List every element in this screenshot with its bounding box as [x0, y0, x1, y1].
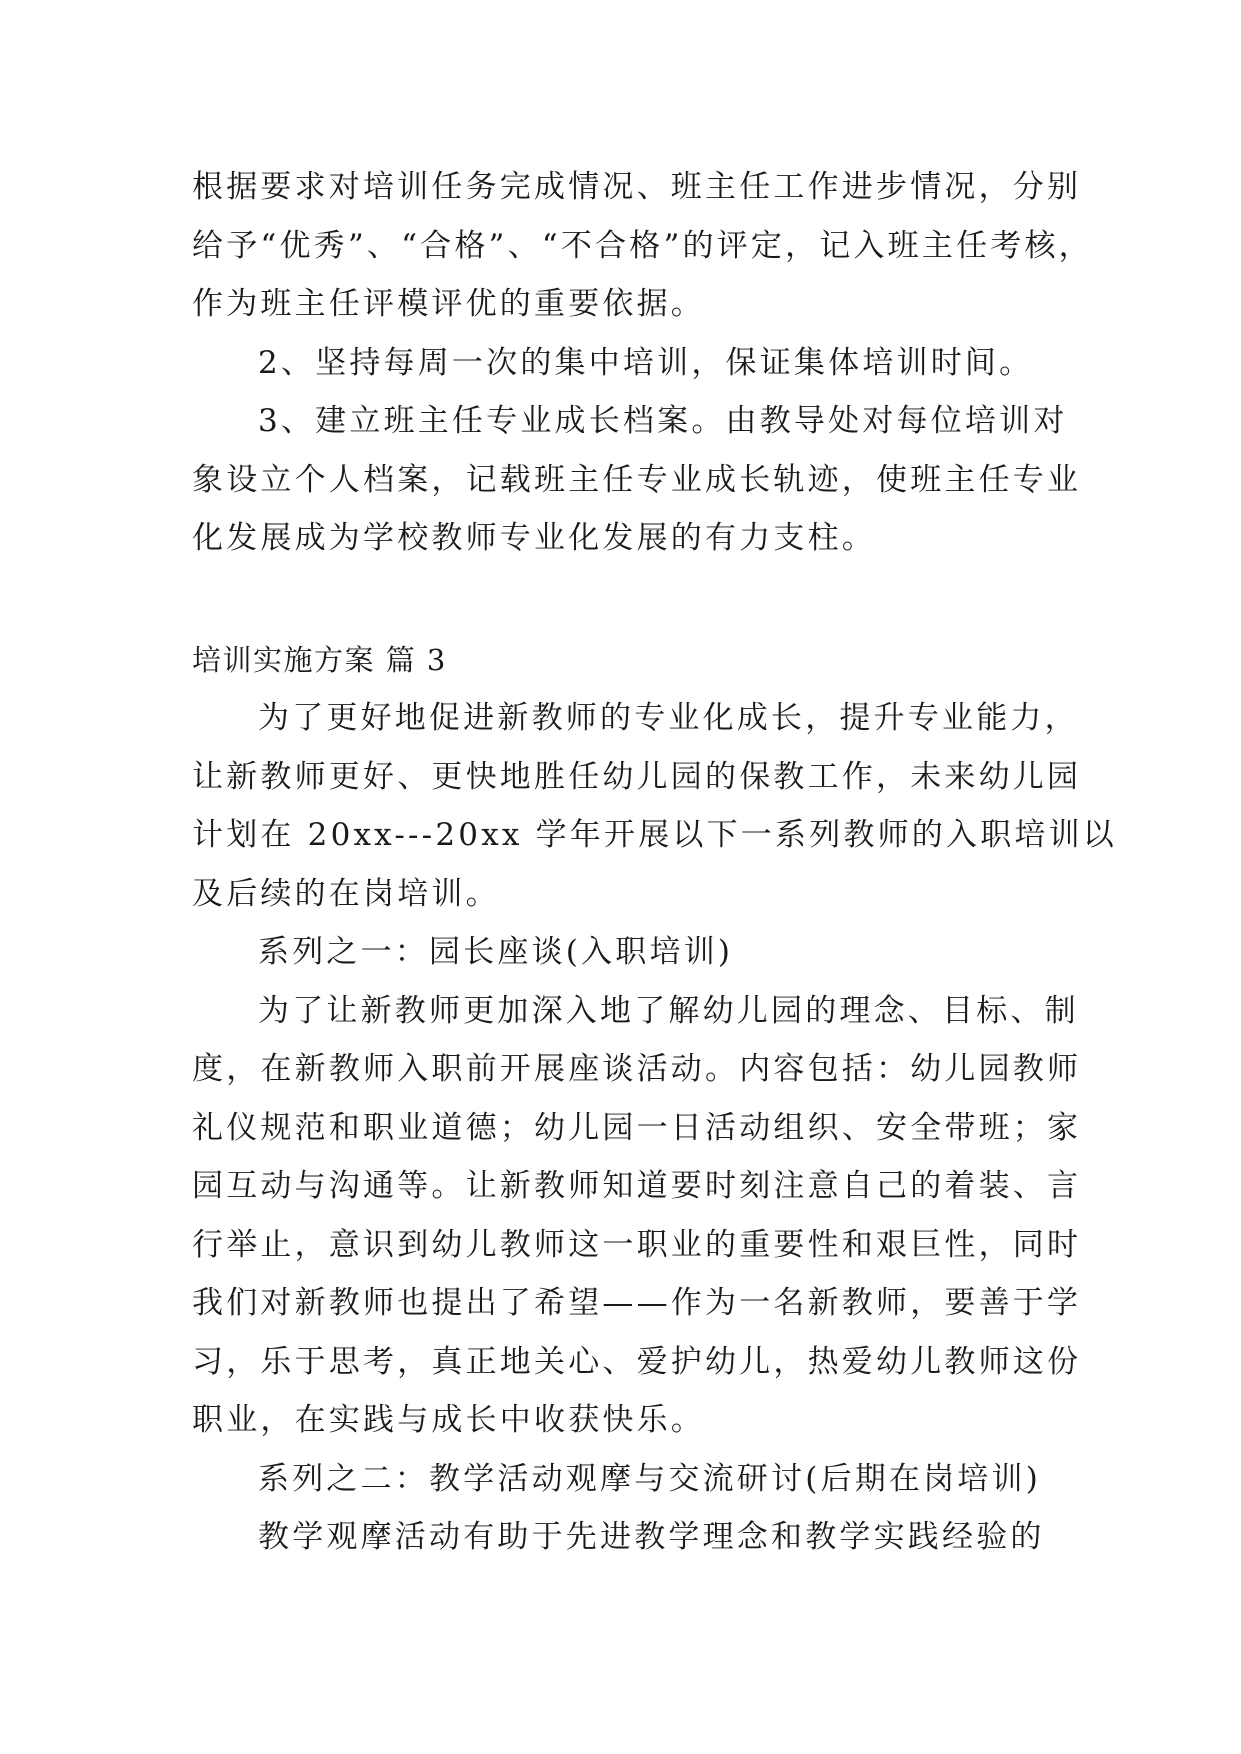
text-line: 给予“优秀”、“合格”、“不合格”的评定，记入班主任考核， — [192, 227, 1093, 264]
text-line: 行举止，意识到幼儿教师这一职业的重要性和艰巨性，同时 — [192, 1226, 1082, 1263]
text-line: 作为班主任评模评优的重要依据。 — [192, 286, 705, 322]
text-line: 教学观摩活动有助于先进教学理念和教学实践经验的 — [258, 1519, 1045, 1555]
paragraph-intro — [192, 689, 1118, 923]
text-line: 化发展成为学校教师专业化发展的有力支柱。 — [192, 520, 876, 556]
text-line: 为了让新教师更加深入地了解幼儿园的理念、目标、制 — [258, 992, 1079, 1029]
paragraph-evaluation — [192, 158, 1093, 334]
text-line: 习，乐于思考，真正地关心、爱护幼儿，热爱幼儿教师这份 — [192, 1343, 1082, 1380]
text-line: 根据要求对培训任务完成情况、班主任工作进步情况，分别 — [192, 169, 1082, 205]
text-line: 系列之一：园长座谈(入职培训) — [258, 934, 734, 970]
series-one-title — [192, 923, 1052, 982]
text-line: 度，在新教师入职前开展座谈活动。内容包括：幼儿园教师 — [192, 1051, 1082, 1087]
text-line: 我们对新教师也提出了希望——作为一名新教师，要善于学 — [192, 1285, 1082, 1321]
paragraph-series-two — [192, 1508, 1052, 1567]
document-body — [192, 158, 1118, 1567]
paragraph-item-2 — [192, 334, 1052, 393]
text-line: 及后续的在岗培训。 — [192, 875, 500, 912]
text-line: 职业，在实践与成长中收获快乐。 — [192, 1402, 705, 1438]
text-line: 让新教师更好、更快地胜任幼儿园的保教工作，未来幼儿园 — [192, 758, 1082, 795]
text-line: 礼仪规范和职业道德；幼儿园一日活动组织、安全带班；家 — [192, 1109, 1082, 1146]
section-heading — [192, 631, 1052, 690]
text-line: 2、坚持每周一次的集中培训，保证集体培训时间。 — [258, 344, 1034, 381]
paragraph-series-one — [192, 982, 1082, 1450]
text-line: 系列之二：教学活动观摩与交流研讨(后期在岗培训) — [258, 1460, 1041, 1497]
paragraph-item-3 — [192, 392, 1082, 568]
text-line: 计划在 20xx---20xx 学年开展以下一系列教师的入职培训以 — [192, 817, 1118, 853]
text-line: 象设立个人档案，记载班主任专业成长轨迹，使班主任专业 — [192, 461, 1082, 498]
text-line: 园互动与沟通等。让新教师知道要时刻注意自己的着装、言 — [192, 1168, 1082, 1204]
text-line: 为了更好地促进新教师的专业化成长，提升专业能力， — [258, 700, 1079, 736]
heading-text: 培训实施方案 篇 3 — [192, 642, 447, 677]
text-line: 3、建立班主任专业成长档案。由教导处对每位培训对 — [258, 403, 1068, 439]
series-two-title — [192, 1450, 1052, 1509]
